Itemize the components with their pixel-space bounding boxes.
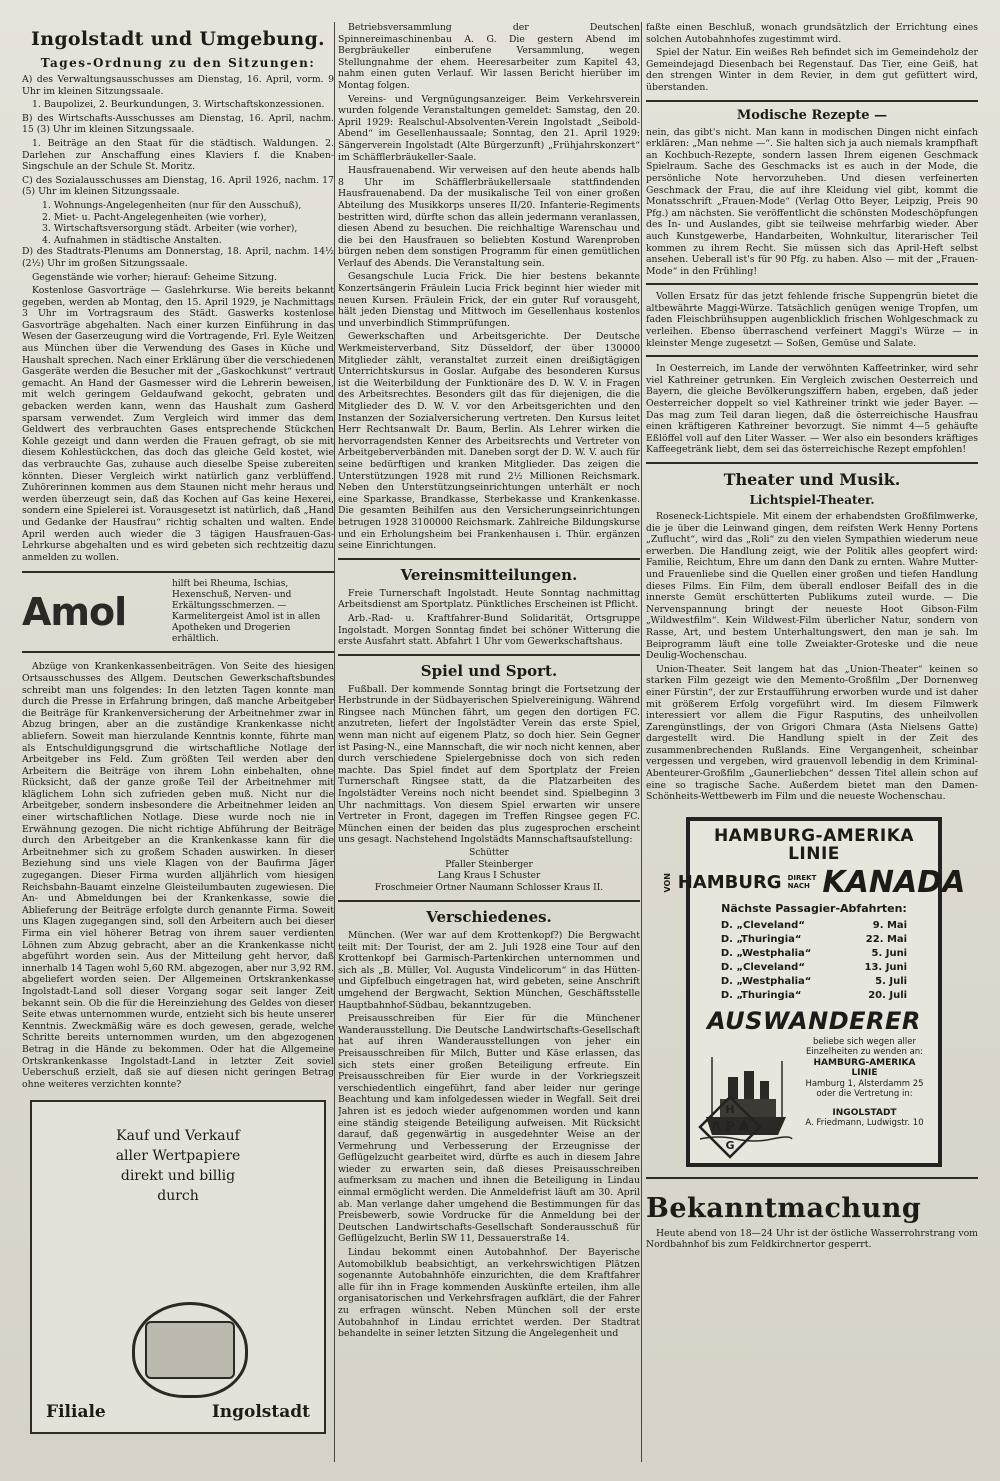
article-spiel-der-natur: Spiel der Natur. Ein weißes Reh befindet sich im Gemeindeholz der Gemeindejagd Diesenbach bei Regenstauf. Das Tier, eine Geiß, hat den strengen Winter in dem Revier, in dem gut gefüttert wird, überstanden. bbox=[646, 47, 978, 93]
divider bbox=[646, 100, 978, 102]
amol-advertisement bbox=[22, 571, 334, 653]
team-row: Pfaller Steinberger bbox=[445, 859, 533, 870]
hapag-logo-letter: G bbox=[725, 1138, 735, 1152]
article-lindau-continued: faßte einen Beschluß, wonach grundsätzlich der Errichtung eines solchen Autobahnhofes zugestimmt wird. bbox=[646, 22, 978, 45]
article-turnerschaft: Freie Turnerschaft Ingolstadt. Heute Sonntag nachmittag Arbeitsdienst am Sportplatz. Pünktliches Erscheinen ist Pflicht. bbox=[338, 587, 640, 611]
ship-name: D. „Cleveland“ bbox=[720, 919, 805, 931]
sailing-row bbox=[719, 989, 909, 1003]
hapag-info-line: A. Friedmann, Ludwigstr. 10 bbox=[805, 1118, 924, 1129]
divider bbox=[646, 355, 978, 357]
bank-ad-line: direkt und billig bbox=[120, 1168, 236, 1185]
column-rule bbox=[641, 22, 642, 1462]
sailing-row bbox=[719, 919, 909, 933]
hapag-info-line: INGOLSTADT bbox=[832, 1107, 897, 1118]
sailing-row bbox=[719, 975, 909, 989]
team-lineup bbox=[338, 848, 640, 894]
column-right bbox=[646, 22, 978, 1467]
agenda-a-items: 1. Baupolizei, 2. Beurkundungen, 3. Wirtschaftskonzessionen. bbox=[32, 99, 325, 111]
amol-logo: Amol bbox=[22, 590, 127, 635]
agenda-c-intro: C) des Sozialausschusses am Dienstag, 16. April 1926, nachm. 17 (5) Uhr im kleinen Sitzungssaale. bbox=[22, 174, 334, 198]
section-subtitle-lichtspiel: Lichtspiel-Theater. bbox=[749, 493, 875, 507]
ship-name: D. „Westphalia“ bbox=[720, 947, 812, 959]
section-title-theater: Theater und Musik. bbox=[723, 470, 901, 489]
hapag-von: VON bbox=[662, 872, 672, 893]
article-vereinsanzeiger: Vereins- und Vergnügungsanzeiger. Beim Verkehrsverein wurden folgende Veranstaltungen gemeldet: Samstag, den 20. April 1929: Realschul-Absolventen-Verein Ingolstadt „Seibold-Abend“ im Gesellenhaussaale; Sonntag, den 21. April 1929: Sängerverein Ingolstadt (Alte Bürgerzunft) „Frühjahrskonzert“ im Schäfflerbräukeller-Saale. bbox=[338, 93, 640, 163]
agenda-b-items: 1. Beiträge an den Staat für die städtisch. Waldungen. 2. Darlehen zur Anschaffung eines Klaviers f. die Knaben-Singschule an der Schule St. Moritz. bbox=[22, 137, 334, 173]
agenda-c-item: 1. Wohnungs-Angelegenheiten (nur für den Ausschuß), bbox=[42, 199, 302, 211]
article-hausfrauenabend: Hausfrauenabend. Wir verweisen auf den heute abends halb 8 Uhr im Schäfflerbräukellersaale stattfindenden Hausfrauenabend. Da der musikalische Teil von einer großen Abteilung des Musikkorps unseres II/20. Infanterie-Regiments bestritten wird, dürfte schon das allein jedermann veranlassen, diesen Abend zu besuchen. Die reichhaltige Warenschau und die bei den Hausfrauen so beliebten Kostund Warenproben bürgen neben dem sonstigen Programm für einen gemütlichen Verlauf des Abends. Die Veranstaltung sein. bbox=[338, 165, 640, 269]
article-modische-rezepte: nein, das gibt's nicht. Man kann in modischen Dingen nicht einfach erklären: „Man nehme —“. Sie halten sich ja auch niemals krampfhaft an Kochbuch-Rezepte, sondern lassen Ihrem eigenen Geschmack Spielraum. Sache des Geschmacks ist es auch in der Mode, die persönliche Note hervorzuheben. Und diesen verfeinerten Geschmack der Frau, die auf ihre Kleidung viel gibt, kommt die Monatsschrift „Frauen-Mode“ (Verlag Otto Beyer, Leipzig, Preis 90 Pfg.) am nächsten. Sie veröffentlicht die schönsten Modeschöpfungen des In- und Auslandes, gibt sie teilweise mehrfarbig wieder. Aber auch Kunstgewerbe, Handarbeiten, Wohnkultur, literarischer Teil kommen zu ihrem Recht. Sie müssen sich das April-Heft selbst ansehen. Ueberall ist's für 90 Pfg. zu haben. Also — mit der „Frauen-Mode“ in den Frühling! bbox=[646, 126, 978, 277]
hapag-info-line: beliebe sich wegen aller Einzelheiten zu wenden an: bbox=[805, 1036, 924, 1058]
hapag-logo bbox=[698, 1095, 762, 1159]
hapag-info-line: oder die Vertretung in: bbox=[816, 1089, 913, 1100]
sailing-date: 13. Juni bbox=[864, 961, 908, 973]
bank-advertisement bbox=[30, 1100, 326, 1434]
ship-name: D. „Thuringia“ bbox=[720, 989, 802, 1001]
amol-text: hilft bei Rheuma, Ischias, Hexenschuß, Nerven- und Erkältungsschmerzen. — Karmelitergeist Amol ist in allen Apotheken und Drogerien erhältlich. bbox=[172, 579, 321, 645]
hapag-logo-letter: P bbox=[725, 1119, 735, 1135]
article-abzuege: Abzüge von Krankenkassenbeiträgen. Von Seite des hiesigen Ortsausschusses des Allgem. Deutschen Gewerkschaftsbundes schreibt man uns folgendes: In den letzten Tagen konnte man durch die Presse in Erfahrung bringen, daß manche Arbeitgeber die Beiträge für Krankenversicherung der Arbeitnehmer zwar in Abzug bringen, aber an die zuständige Krankenkasse nicht abliefern. Soweit man hierzulande Kenntnis konnte, führte man als Entschuldigungsgrund die wirtschaftliche Notlage der Arbeitgeber ins Feld. Zum größten Teil werden aber den Arbeitern die Beiträge von ihrem Lohn einbehalten, ohne Rücksicht, daß der ganze große Teil der Arbeitnehmer mit kläglichem Lohn sich zufrieden geben muß. Nicht nur die Arbeitgeber, sondern insbesondere die Arbeitnehmer leiden an einer wirtschaftlichen Notlage. Diese wurde noch nie in Erwähnung gezogen. Die nicht richtige Abführung der Beiträge durch den Arbeitgeber an die Krankenkasse kann für die Arbeitnehmer sich zu großem Schaden auswirken. In dieser Beziehung sind uns viele Klagen von der Baufirma Jäger zugegangen. Dieser Firma wurden alljährlich vom hiesigen Reichsbahn-Bauamt einzelne Gleisteilumbauten zugewiesen. Die An- und Abmeldungen bei der Krankenkasse, sowie die Ablieferung der Beiträge erfolgte durch genannte Firma. Soweit uns Klagen zugegangen sind, soll den Arbeitern auch bei dieser Firma ein viel höherer Betrag von ihrem sauer verdienten Löhnen zum Abzug gebracht, aber an die Krankenkasse nicht abgeführt worden sein. Aus der Mitteilung geht hervor, daß innerhalb 14 Tagen wohl 5,60 RM. abgezogen, aber nur 3,92 RM. abgeliefert worden seien. Der Allgemeinen Ortskrankenkasse Ingolstadt-Land soll dieser Vorgang sogar seit langer Zeit bekannt sein. Ob die für die Hereinziehung des Geldes von dieser Seite etwas unternommen wurde, entzieht sich bis heute unserer Kenntnis. Zweckmäßig wäre es doch gewesen, gerade, welche Schritte bereits unternommen wurden, um den abgezogenen Betrag in die Hände zu bekommen. Oder hat die Allgemeine Ortskrankenkasse Ingolstadt-Land in letzter Zeit soviel Ueberschuß erzielt, daß sie auf diesen nicht geringen Betrag ohne weiteres verzichten konnte? bbox=[22, 661, 334, 1090]
hapag-sailings-table bbox=[719, 919, 909, 1003]
bekanntmachung-title: Bekanntmachung bbox=[646, 1192, 922, 1224]
article-fussball: Fußball. Der kommende Sonntag bringt die Fortsetzung der Herbstrunde in der Südbayerischen Spielvereinigung. Während Ringsee nach München fährt, um gegen den dortigen FC. anzutreten, liefert der Ingolstädter Verein das erste Spiel, wenn man nicht auf eigenem Platz, so doch hier. Sein Gegner ist Pasing-N., eine Mannschaft, die wir noch nicht kennen, aber durch verschiedene Spielergebnisse doch von sich reden machte. Das Spiel findet auf dem Sportplatz der Freien Turnerschaft Ringsee statt, da die Platzarbeiten des Ingolstädter Vereins noch nicht beendet sind. Spielbeginn 3 Uhr nachmittags. Von diesem Spiel erwarten wir unsere Vertreter in Front, dagegen im Treffen Ringsee gegen FC. München einen der beiden das plus zugesprochen erscheint uns gesagt. Nachstehend Ingolstädts Mannschaftsaufstellung: bbox=[338, 683, 640, 846]
agenda-c-item: 2. Miet- u. Pacht-Angelegenheiten (wie vorher), bbox=[42, 211, 267, 223]
sailing-date: 20. Juli bbox=[868, 989, 908, 1001]
article-preisausschreiben: Preisausschreiben für Eier für die Münchener Wanderausstellung. Die Deutsche Landwirtschafts-Gesellschaft hat auf ihren Wanderausstellungen von jeher ein Preisausschreiben für Milch, Butter und Käse erlassen, das sich stets einer großen Beteiligung erfreute. Ein Preisausschreiben für Eier wurde in der Vorkriegszeit verschiedentlich eingeführt, fand aber leider nur geringe Beachtung und kam infolgedessen wieder in Wegfall. Seit drei Jahren ist es jedoch wieder aufgenommen worden und kann eine ständig steigende Beteiligung aufweisen. Mit Rücksicht darauf, daß gegenwärtig in ausgedehnter Weise an der Vermehrung und Verbesserung der Erzeugnisse der Geflügelzucht gearbeitet wird, dürfte es auch in diesem Jahre wieder zu erwarten sein, daß dieses Preisausschreiben aufmerksam zu machen und ihnen die Beteiligung in Lindau einmal ermöglicht werden. Die Anmeldefrist läuft am 30. April ab. Man verlange daher umgehend die Bestimmungen für das Preisbewerb, sowie Vordrucke für die Anmeldung bei der Deutschen Landwirtschafts-Gesellschaft Sonderausschuß für Geflügelzucht, Berlin SW 11, Dessauerstraße 14. bbox=[338, 1013, 640, 1245]
agenda-a-intro: A) des Verwaltungsausschusses am Dienstag, 16. April, vorm. 9 Uhr im kleinen Sitzungssaale. bbox=[22, 74, 334, 97]
bank-ad-line: Kauf und Verkauf bbox=[116, 1128, 240, 1145]
hapag-from: HAMBURG bbox=[677, 871, 782, 893]
section-title-ingolstadt: Ingolstadt und Umgebung. bbox=[31, 28, 325, 50]
bekanntmachung-text: Heute abend von 18—24 Uhr ist der östliche Wasserrohrstrang vom Nordbahnhof bis zum Feldkirchnertor gesperrt. bbox=[646, 1227, 978, 1251]
hapag-logo-letter: A bbox=[738, 1119, 750, 1135]
agenda-d-intro: D) des Stadtrats-Plenums am Donnerstag, 18. April, nachm. 14½ (2½) Uhr im großen Sitzungssaale. bbox=[22, 246, 334, 269]
sailing-date: 5. Juni bbox=[871, 947, 908, 959]
column-left bbox=[22, 22, 334, 1467]
divider bbox=[338, 654, 640, 656]
article-gewerkschaften: Gewerkschaften und Arbeitsgerichte. Der Deutsche Werkmeisterverband, Sitz Düsseldorf, der über 130000 Mitglieder zählt, veranstaltet zurzeit einen dreißigtägigen Unterrichtskursus in Goslar. Aufgabe des besonderen Kursus ist die Weiterbildung der Funktionäre des D. W. V. in Fragen des Arbeitsrechtes. Besonders gilt das für diejenigen, die die Mitglieder des D. W. V. vor den Arbeitsgerichten und den Instanzen der Sozialversicherung vertreten. Den Kursus leitet Herr Rechtsanwalt Dr. Baum, Berlin. Als Lehrer wirken die hervorragendsten Kenner des Arbeitsrechts und Vertreter von Arbeitgeberverbänden mit. Daneben sorgt der D. W. V. auch für seine bedürftigen und kranken Mitglieder. Das zeigen die Unterstützungen 1928 mit rund 2½ Millionen Reichsmark. Neben den Unterstützungseinrichtungen unterhält er noch eine Sparkasse, Brandkasse, Sterbekasse und Krankenkasse. Die gesamten Beihilfen aus den Versicherungseinrichtungen betrugen 1928 3100000 Reichsmark. Zahlreiche Bildungskurse und ein Erholungsheim bei Frankenhausen i. Thür. ergänzen seine Einrichtungen. bbox=[338, 331, 640, 552]
team-row: Schütter bbox=[469, 848, 509, 858]
article-roseneck: Roseneck-Lichtspiele. Mit einem der erhabendsten Großfilmwerke, die je über die Leinwand gingen, dem reifsten Werk Henny Portens „Zuflucht“, wird das „Roli“ zu den vielen Sympathien wiederum neue erwerben. Die Handlung zeigt, wie der Politik alles geopfert wird: Familie, Reichtum, Ehre um dann den Dank zu ernten. Wahre Mutter- und Frauenliebe sind die Quellen einer großen und tiefen Handlung dieses Films. Ein Film, dem überall endloser Beifall des in die innerste Gemüt erschütterten Publikums zuteil wurde. — Die Nervenspannung bringt der neueste Hoot Gibson-Film „Wildwestfilm“. Kein Wildwest-Film überlicher Natur, sondern von Rasse, Art, und bestem Unterhaltungswert, den man je sah. Im Beiprogramm läuft eine tolle Zweiakter-Groteske und die neue Deulig-Wochenschau. bbox=[646, 511, 978, 662]
agenda-b-intro: B) des Wirtschafts-Ausschusses am Dienstag, 16. April, nachm. 15 (3) Uhr im kleinen Sitzungssaale. bbox=[22, 112, 334, 136]
article-radfahrer: Arb.-Rad- u. Kraftfahrer-Bund Solidarität, Ortsgruppe Ingolstadt. Morgen Sonntag findet bei schöner Witterung die erste Ausfahrt statt. Abfahrt 1 Uhr vom Gewerkschaftshaus. bbox=[338, 612, 640, 648]
ship-name: D. „Thuringia“ bbox=[720, 933, 802, 945]
agenda-c-item: 3. Wirtschaftsversorgung städt. Arbeiter (wie vorher), bbox=[42, 223, 298, 235]
hapag-route bbox=[662, 864, 966, 900]
hapag-title-line: HAMBURG-AMERIKA bbox=[713, 825, 915, 846]
divider bbox=[646, 1177, 978, 1179]
column-rule bbox=[334, 22, 335, 1462]
hapag-contact-info bbox=[799, 1037, 930, 1145]
article-lindau: Lindau bekommt einen Autobahnhof. Der Bayerische Automobilklub beabsichtigt, an verkehrswichtigen Plätzen sogenannte Autobahnhöfe einzurichten, die dem Kraftfahrer alle für ihn in Frage kommenden Auskünfte erteilen, ihm alle organisatorischen und Verkehrsfragen aufklärt, die der Fahrer zu erfragen wünscht. Neben München soll der erste Autobahnhof in Lindau errichtet werden. Der Stadtrat behandelte in seiner letzten Sitzung die Angelegenheit und bbox=[338, 1247, 640, 1340]
hapag-info-line: Hamburg 1, Alsterdamm 25 bbox=[805, 1078, 924, 1089]
sailing-row bbox=[719, 961, 909, 975]
hapag-to: KANADA bbox=[822, 864, 966, 900]
sailing-row bbox=[719, 933, 909, 947]
sailing-date: 5. Juli bbox=[875, 975, 908, 987]
article-union-theater: Union-Theater. Seit langem hat das „Union-Theater“ keinen so starken Film gezeigt wie den Memento-Großfilm „Der Dornenweg einer Fürstin“, der zur Erstaufführung erworben wurde und ist daher mit größerem Erfolg vorgeführt wird. Im diesem Filmwerk interessiert vor allem die Figur Rasputins, des unheilvollen Zarengünstlings, der von Grigori Chmara (Asta Nielsens Gatte) dargestellt wird. Die Handlung spielt in der Zeit des zusammenbrechenden Rußlands. Eine Vergangenheit, scheinbar vergessen und vergeben, wird grauenvoll lebendig in dem Kriminal-Abenteurer-Großfilm „Gaunerliebchen“ dessen Titel allein schon auf eine so tragische Sache. Außerdem bietet man den Damen-Schönheits-Wettbewerb im Film und die neueste Wochenschau. bbox=[646, 663, 978, 803]
bank-ad-line: durch bbox=[157, 1188, 199, 1205]
bank-ad-filiale: Filiale bbox=[46, 1402, 106, 1423]
hapag-auswanderer: AUSWANDERER bbox=[707, 1006, 921, 1035]
article-kathreiner: In Oesterreich, im Lande der verwöhnten Kaffeetrinker, wird sehr viel Kathreiner getrunken. Ein Vergleich zwischen Oesterreich und Bayern, die gleiche Bevölkerungsziffern haben, ergeben, daß jeder Oesterreicher doppelt so viel Kathreiner trinkt wie jeder Bayer. — Das mag zum Teil daran liegen, daß die österreichische Hausfrau einen kräftigeren Kathreiner bevorzugt. Sie nimmt 4—5 gehäufte Eßlöffel voll auf den Liter Wasser. — Wer also ein besonders kräftiges Kaffeegetränk liebt, dem sei das österreichische Rezept empfohlen! bbox=[646, 363, 978, 456]
hapag-title-line: LINIE bbox=[788, 843, 840, 864]
article-betriebsversammlung: Betriebsversammlung der Deutschen Spinnereimaschinenbau A. G. Die gestern Abend im Bergbräukeller einberufene Versammlung, wegen Stellungnahme der ehem. Heeresarbeiter zum Kapitel 43, nahm einen guten Verlauf. Wir lassen Bericht hierüber im Montag folgen. bbox=[338, 22, 640, 91]
team-row: Froschmeier Ortner Naumann Schlosser Kraus II. bbox=[374, 882, 604, 893]
section-title-vereinsmitteilungen: Vereinsmitteilungen. bbox=[400, 565, 578, 584]
divider bbox=[338, 900, 640, 902]
section-title-verschiedenes: Verschiedenes. bbox=[426, 908, 552, 926]
agenda-d-note: Gegenstände wie vorher; hierauf: Geheime Sitzung. bbox=[32, 271, 278, 283]
hapag-logo-letter: H bbox=[725, 1102, 735, 1116]
hapag-next-sailings: Nächste Passagier-Abfahrten: bbox=[721, 901, 907, 915]
hapag-logo-letter: A bbox=[710, 1119, 722, 1135]
hapag-info-line: HAMBURG-AMERIKA LINIE bbox=[813, 1057, 916, 1079]
section-title-modische-rezepte: Modische Rezepte — bbox=[736, 107, 888, 123]
article-gasvortraege: Kostenlose Gasvorträge — Gaslehrkurse. Wie bereits bekannt gegeben, werden ab Montag, den 15. April 1929, je Nachmittags 3 Uhr im Vortragsraum des Städt. Gaswerks kostenlose Gasvorträge abgehalten. Nach einer kurzen Einführung in das Wesen der Gaserzeugung wird die Vortragende, Frl. Eyle Weitzen aus München über die Verwendung des Gases in Küche und Haushalt sprechen. Nach einer Erklärung über die verschiedenen Gasgeräte werden die Besucher mit der „Gaskochkunst“ vertraut gemacht. An Hand der Gasmesser wird die Lehrerin beweisen, mit welch geringem Geldaufwand gekocht, gebraten und gebacken werden kann, wenn das Haushalt zum Gasherd sparsam verwendet. Zum Vergleich wird immer das dem Geldwert des verbrauchten Gases entsprechende Stückchen Kohle gezeigt und dann werden die Frauen gefragt, ob sie mit diesem Kohlestückchen, das doch das gleiche Geld kostet, wie das verbrauchte Gas, zuhause auch dieselbe Speise zubereiten könnten. Dieser Vergleich wirkt natürlich ganz verblüffend. Zuhörerinnen kommen aus dem Staunen nicht mehr heraus und werden überzeugt sein, daß das Kochen auf Gas keine Hexerei, sondern eine Spielerei ist. Vorausgesetzt ist natürlich, daß „Hand und Gedanke der Hausfrau“ richtig schalten und walten. Ende April werden auch wieder die 3 tägigen Hausfrauen-Gas-Lehrkurse abgehalten und es wird gebeten sich rechtzeitig dazu anmelden zu wollen. bbox=[22, 285, 334, 563]
ship-name: D. „Westphalia“ bbox=[720, 975, 812, 987]
sailing-date: 9. Mai bbox=[872, 919, 908, 931]
bank-ad-line: aller Wertpapiere bbox=[115, 1148, 241, 1165]
agenda-heading: Tages-Ordnung zu den Sitzungen: bbox=[40, 56, 316, 70]
article-maggi: Vollen Ersatz für das jetzt fehlende frische Suppengrün bietet die altbewährte Maggi-Würze. Tatsächlich genügen wenige Tropfen, um faden Fleischbrühsuppen augenblicklich frischen Wohlgeschmack zu verleihen. Ebenso überraschend verfeinert Maggi's Würze — in kleinster Menge zugesetzt — Soßen, Gemüse und Salate. bbox=[646, 291, 978, 349]
sailing-row bbox=[719, 947, 909, 961]
divider bbox=[646, 462, 978, 464]
column-middle bbox=[338, 22, 640, 1467]
divider bbox=[646, 283, 978, 285]
article-gesangschule: Gesangschule Lucia Frick. Die hier bestens bekannte Konzertsängerin Fräulein Lucia Frick beginnt hier wieder mit neuen Kursen. Fräulein Frick, der ein guter Ruf vorausgeht, hält jeden Dienstag und Mittwoch im Gesellenhaus kostenlos und unverbindlich Stimmprüfungen. bbox=[338, 271, 640, 329]
agenda-c-item: 4. Aufnahmen in städtische Anstalten. bbox=[42, 234, 222, 246]
ship-name: D. „Cleveland“ bbox=[720, 961, 805, 973]
divider bbox=[338, 558, 640, 560]
sailing-date: 22. Mai bbox=[865, 933, 908, 945]
bank-seal-logo bbox=[132, 1302, 248, 1398]
article-muenchen: München. (Wer war auf dem Krottenkopf?) Die Bergwacht teilt mit: Der Tourist, der am 2. Juli 1928 eine Tour auf den Krottenkopf bei Garmisch-Partenkirchen unternommen und sich als „B. Müller, Vol. Augusta Vindelicorum“ in das Hütten- und Gipfelbuch eingetragen hat, wird gebeten, seine Anschrift umgehend der Bergwacht, Sektion München, Geschäftsstelle Hauptbahnhof-Südbau, bekanntzugeben. bbox=[338, 930, 640, 1011]
hapag-advertisement bbox=[662, 817, 966, 1167]
team-row: Lang Kraus I Schuster bbox=[437, 871, 541, 881]
hapag-direkt: DIREKT NACH bbox=[787, 874, 817, 891]
section-title-spiel-sport: Spiel und Sport. bbox=[420, 661, 558, 680]
bank-ad-city: Ingolstadt bbox=[211, 1402, 310, 1423]
